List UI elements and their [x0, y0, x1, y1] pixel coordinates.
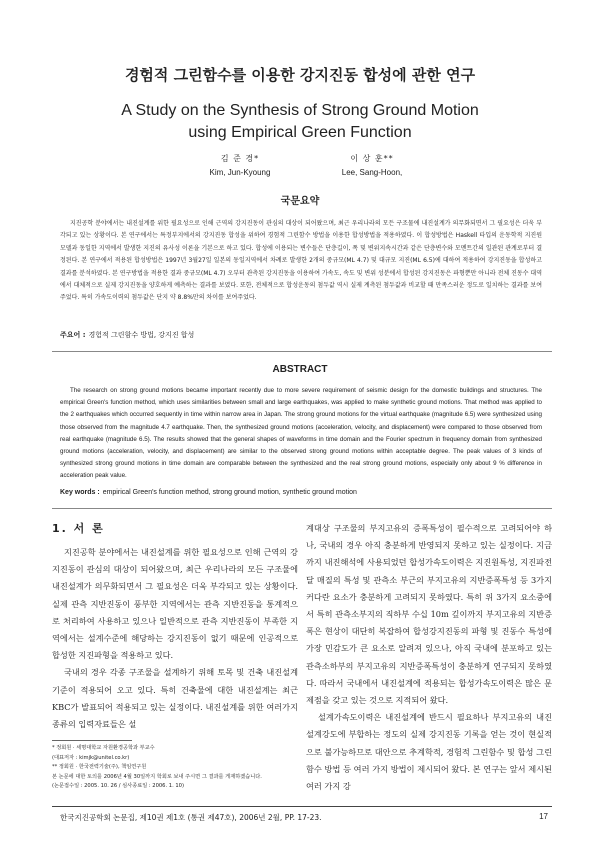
footer-divider: [52, 806, 552, 807]
keywords-korean-label: 주요어 :: [60, 331, 86, 339]
author-2: [272, 152, 472, 180]
section-heading-introduction: 1. 서 론: [52, 522, 105, 535]
footnote-2: (대표저자 : kimjk@unitel.co.kr): [52, 754, 130, 761]
author-1-name-ko: 김 준 경*: [220, 154, 260, 163]
divider-top: [52, 351, 552, 352]
body-column-right: [306, 520, 552, 795]
intro-paragraph-1: 지진공학 분야에서는 내진설계를 위한 필요성으로 인해 근역의 강지진동이 관심의 대상이 되어왔으며, 최근 우리나라의 모든 구조물에 내진설계가 의무화되면서 그 필요성은 더욱 부각되고 있는 상황이다. 실제 관측 지반진동이 풍부한 지역에서는 관측 지반진동을 통계적으로 처리하여 사용하고 있으나 일반적으로 관측 지반진동이 부족한 지역에서는 설계수준에 해당하는 강지진동이 없기 때문에 인공적으로 합성한 지진파형을 적용하고 있다.: [52, 547, 298, 661]
korean-abstract-text: 지진공학 분야에서는 내진설계를 위한 필요성으로 인해 근역의 강지진동이 관심의 대상이 되어왔으며, 최근 우리나라의 모든 구조물에 내진설계가 의무화되면서 그 필요성은 더욱 부각되고 있는 상황이다. 본 연구에서는 특정부지에서의 강지진동 합성을 위하여 경험적 그린함수 방법을 이용한 합성방법을 적용하였다. 이 합성방법은 Haskell 타입의 운동학적 지진원 모델과 동일한 지역에서 발생한 지진의 유사성 이론을 기본으로 하고 있다. 합성에 이용되는 변수들은 단층길이, 폭 및 변위지속시간과 같은 단층변수와 모멘트간의 일관된 관계로부터 결정된다. 본 연구에서 적용된 합성방법은 1997년 3월27일 일본의 동일지역에서 차례로 발생한 2개의 중규모(ML 4.7) 및 대규모 지진(ML 6.5)에 대하여 적용하여 강지진동을 합성하고 결과를 분석하였다. 본 연구방법을 적용한 결과 중규모(ML 4.7) 오부터 관측된 강지진동을 이용하여 가속도, 속도 및 변위 성분에서 합성된 강지진동은 파형뿐만 아니라 전체 진동수 대역에서 대체적으로 실제 강지진동을 양호하게 예측하는 결과를 보였다. 또한, 전체적으로 합성운동의 첨두값 역시 실제 계측된 첨두값과 비교할 때 만족스러운 정도로 일치하는 결과를 보여주었다. 특히 가속도이력의 첨두값은 단지 약 8.8%만의 차이를 보여주었다.: [60, 220, 542, 302]
page-number: 17: [539, 812, 548, 821]
paper-title-korean: 경험적 그린함수를 이용한 강지진동 합성에 관한 연구: [124, 66, 476, 84]
divider-body: [52, 508, 552, 509]
abstract-text: The research on strong ground motions became important recently due to more severe requirement of seismic design for the domestic buildings and structures. The empirical Green's function method, which uses similarities between small and large earthquakes, was applied to make synthetic ground motions. That method was applied to the 2 earthquakes which occurred sequently in time within narrow area in Japan. The strong ground motions for the virtual earthquake (magnitude 6.5) were synthesized using those observed from the magnitude 4.7 earthquake. Then, the synthesized ground motions (acceleration, velocity, and displacement) were compared to those observed from real earthquake (magnitude 6.5). The results showed that the general shapes of waveforms in time domain and the Fourier spectrum in frequency domain from synthesized ground motions (acceleration, velocity, and displacement) are similar to the observed strong ground motions within acceptable degree. The peak values of 3 kinds of synthesized strong ground motions in time domain are comparable between the synthesized and the real strong ground motions, especially only about 9 % difference in acceleration peak value.: [60, 387, 542, 480]
author-2-name-en: Lee, Sang-Hoon,: [341, 168, 403, 177]
author-1-name-en: Kim, Jun-Kyoung: [209, 168, 271, 177]
keywords-korean-text: 경험적 그린함수 방법, 강지진 합성: [88, 331, 195, 339]
keywords-english: [60, 489, 542, 496]
title-en-line-2: using Empirical Green Function: [188, 124, 412, 141]
keywords-english-text: empirical Green's function method, strong ground motion, synthetic ground motion: [102, 489, 357, 496]
intro-paragraph-3: 계대상 구조물의 부지고유의 증폭특성이 필수적으로 고려되어야 하나, 국내의 경우 아직 충분하게 반영되지 못하고 있는 실정이다. 지금까지 내진해석에 사용되었던 합성가속도이력은 지진원특성, 지진파전달 매질의 특성 및 관측소 부근의 부지고유의 지반증폭특성 등 3가지 커다란 요소가 충분하게 고려되지 못하였다. 특히 위 3가지 요소중에서 특히 관측소부지의 직하부 수십 10m 깊이까지 부지고유의 지반증폭은 현상이 대단히 복잡하여 합성강지진동의 파형 및 진동수 특성에 가장 민감도가 큰 요소로 알려져 있으나, 아직 국내에 분포하고 있는 관측소하부의 부지고유의 지반증폭특성이 충분하게 연구되지 못하였다. 따라서 국내에서 내진설계에 적용되는 합성가속도이력은 많은 문제점을 갖고 있는 것으로 지적되어 왔다.: [306, 523, 552, 706]
keywords-english-label: Key words :: [60, 489, 100, 496]
footnote-5: (논문접수일 : 2005. 10. 26 / 심사종료일 : 2006. 1. 10): [52, 783, 184, 790]
author-2-name-ko: 이 상 훈**: [350, 154, 394, 163]
korean-abstract-heading: 국문요약: [280, 196, 320, 207]
footnote-4: 본 논문에 대한 토의를 2006년 4월 30일까지 학회로 보내 주시면 그 결과를 게재하겠습니다.: [52, 773, 262, 780]
intro-paragraph-2: 국내의 경우 각종 구조물을 설계하기 위해 토목 및 건축 내진설계기준이 적용되어 오고 있다. 특히 건축물에 대한 내진설계는 최근 KBC가 발표되어 적용되고 있는 실정이다. 내진설계를 위한 여러가지 종류의 입력자료들은 설: [52, 667, 298, 730]
footnote-1: * 정회원 · 세명대학교 자원환경공학과 부교수: [52, 745, 155, 751]
keywords-korean: [60, 330, 542, 340]
paper-title-english: [0, 100, 600, 144]
title-en-line-1: A Study on the Synthesis of Strong Ground Motion: [121, 102, 479, 119]
journal-citation: 한국지진공학회 논문집, 제10권 제1호 (통권 제47호), 2006년 2월, PP. 17-23.: [60, 813, 322, 822]
abstract-heading: ABSTRACT: [272, 364, 328, 375]
footnote-3: ** 정회원 · 한국전력기술(주), 책임연구원: [52, 764, 147, 771]
footnotes: [52, 744, 298, 792]
body-column-left: [52, 520, 298, 733]
footnote-divider: [52, 740, 132, 741]
intro-paragraph-4: 설계가속도이력은 내진설계에 반드시 필요하나 부지고유의 내진설계강도에 부합하는 정도의 실제 강지진동 기록을 얻는 것이 현실적으로 불가능하므로 대안으로 추계학적, 경험적 그린함수 및 합성 그린함수 방법 등 여러 가지 방법이 제시되어 왔다. 본 연구는 앞서 제시된 여러 가지 강: [306, 712, 552, 792]
